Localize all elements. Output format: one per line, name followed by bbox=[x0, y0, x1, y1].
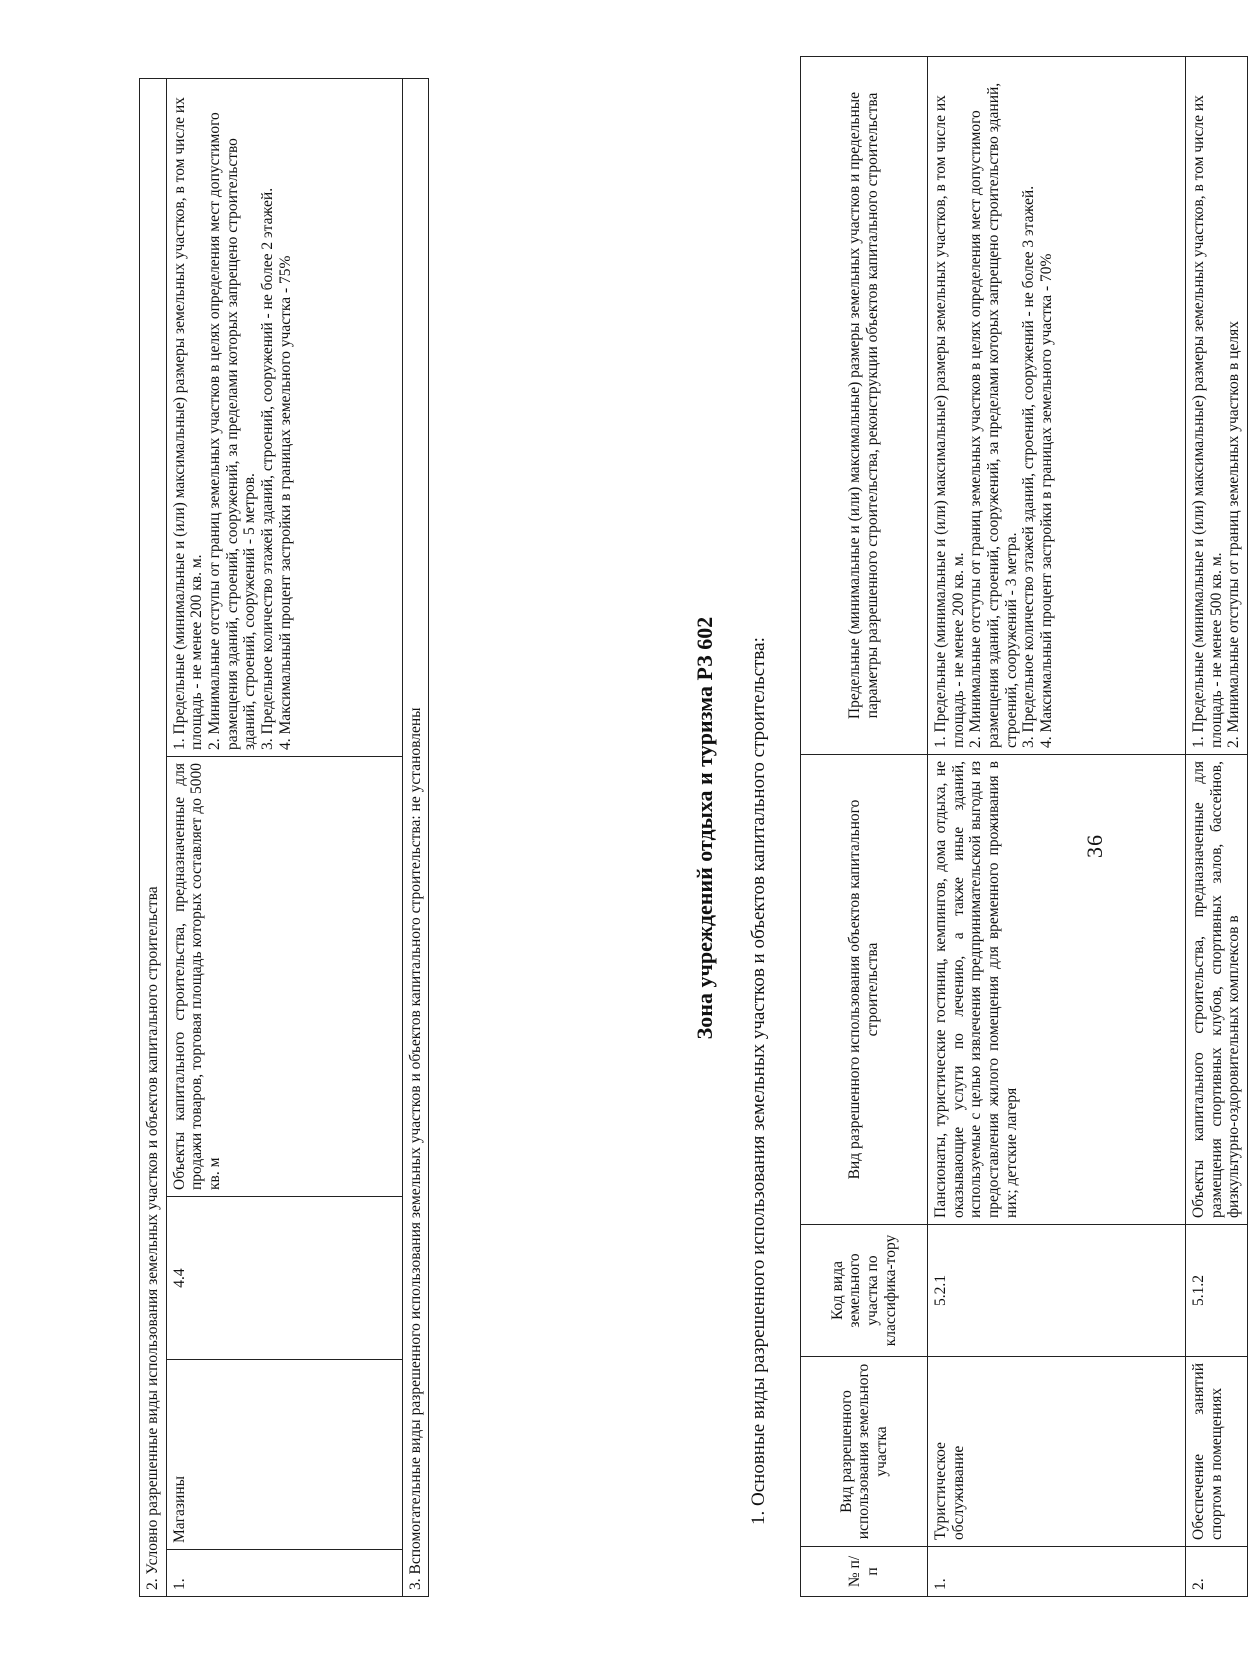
parameters-cell bbox=[928, 57, 1186, 755]
parameter-line: 3. Предельное количество этажей зданий, строений, сооружений - не более 3 этажей. bbox=[1020, 185, 1038, 748]
parameter-line: 1. Предельные (минимальные и (или) максимальные) размеры земельных участков, в том числе их площадь - не менее 500 кв. м. bbox=[1190, 95, 1225, 748]
parameter-line: 4. Максимальный процент застройки в границах земельного участка - 75% bbox=[276, 255, 294, 750]
classifier-code-cell: 4.4 bbox=[166, 1197, 402, 1360]
header-description: Вид разрешенного использования объектов капитального строительства bbox=[801, 755, 928, 1225]
parameters-cell bbox=[1186, 57, 1248, 755]
section-heading-auxiliary: 3. Вспомогательные виды разрешенного использования земельных участков и объектов капитального строительства: не установлены bbox=[402, 78, 429, 1596]
use-type-cell: Туристическое обслуживание bbox=[928, 1357, 1186, 1547]
header-classifier-code: Код вида земельного участка по классифика-тору bbox=[801, 1225, 928, 1357]
main-uses-table bbox=[800, 56, 1248, 1597]
row-number: 1. bbox=[166, 1550, 402, 1597]
description-cell: Объекты капитального строительства, предназначенные для размещения спортивных клубов, спортивных залов, бассейнов, физкультурно-оздоровительных комплексов в bbox=[1186, 755, 1248, 1225]
table-row bbox=[166, 78, 402, 1596]
row-number: 2. bbox=[1186, 1547, 1248, 1597]
zone-title: Зона учреждений отдыха и туризма РЗ 602 bbox=[692, 616, 717, 1040]
page-number: 36 bbox=[1082, 834, 1107, 858]
description-cell: Объекты капитального строительства, предназначенные для продажи товаров, торговая площадь которых составляет до 5000 кв. м bbox=[166, 757, 402, 1197]
parameter-line: 1. Предельные (минимальные и (или) максимальные) размеры земельных участков, в том числе их площадь - не менее 200 кв. м. bbox=[932, 95, 967, 748]
section-heading-conditional: 2. Условно разрешенные виды использования земельных участков и объектов капитального строительства bbox=[140, 78, 167, 1596]
header-use-type: Вид разрешенного использования земельного участка bbox=[801, 1357, 928, 1547]
table-header-row bbox=[801, 57, 928, 1597]
parameter-line: 2. Минимальные отступы от границ земельных участков в целях определения мест допустимого размещения зданий, строений, сооружений, за пределами которых запрещено строительство зданий, строений, сооружений - 3 метра. bbox=[967, 82, 1020, 748]
parameter-line: 2. Минимальные отступы от границ земельных участков в целях определения мест допустимого размещения зданий, строений, сооружений, за пределами которых запрещено строительство зданий, строений, сооружений - 5 метров. bbox=[205, 112, 259, 750]
header-parameters: Предельные (минимальные и (или) максимальные) размеры земельных участков и предельные параметры разрешенного строительства, реконструкции объектов капитального строительства bbox=[801, 57, 928, 755]
parameter-line: 4. Максимальный процент застройки в границах земельного участка - 70% bbox=[1037, 253, 1055, 748]
parameter-line: 2. Минимальные отступы от границ земельных участков в целях bbox=[1225, 321, 1243, 748]
classifier-code-cell: 5.1.2 bbox=[1186, 1225, 1248, 1357]
use-type-cell: Обеспечение занятий спортом в помещениях bbox=[1186, 1357, 1248, 1547]
table-row bbox=[1186, 57, 1248, 1597]
classifier-code-cell: 5.2.1 bbox=[928, 1225, 1186, 1357]
conditional-uses-table bbox=[139, 78, 429, 1597]
description-cell: Пансионаты, туристические гостиниц, кемпингов, дома отдыха, не оказывающие услуги по лечению, а также иные зданий, используемые с целью извлечения предпринимательской выгоды из предоставления жилого помещения для временного проживания в них; детские лагеря bbox=[928, 755, 1186, 1225]
parameter-line: 1. Предельные (минимальные и (или) максимальные) размеры земельных участков, в том числе их площадь - не менее 200 кв. м. bbox=[170, 97, 206, 750]
parameter-line: 3. Предельное количество этажей зданий, строений, сооружений - не более 2 этажей. bbox=[258, 187, 276, 750]
parameters-cell bbox=[166, 78, 402, 756]
section-heading-main: 1. Основные виды разрешенного использования земельных участков и объектов капитального строительства: bbox=[748, 637, 769, 1525]
header-number: № п/п bbox=[801, 1547, 928, 1597]
use-type-cell: Магазины bbox=[166, 1360, 402, 1550]
table-row bbox=[928, 57, 1186, 1597]
row-number: 1. bbox=[928, 1547, 1186, 1597]
